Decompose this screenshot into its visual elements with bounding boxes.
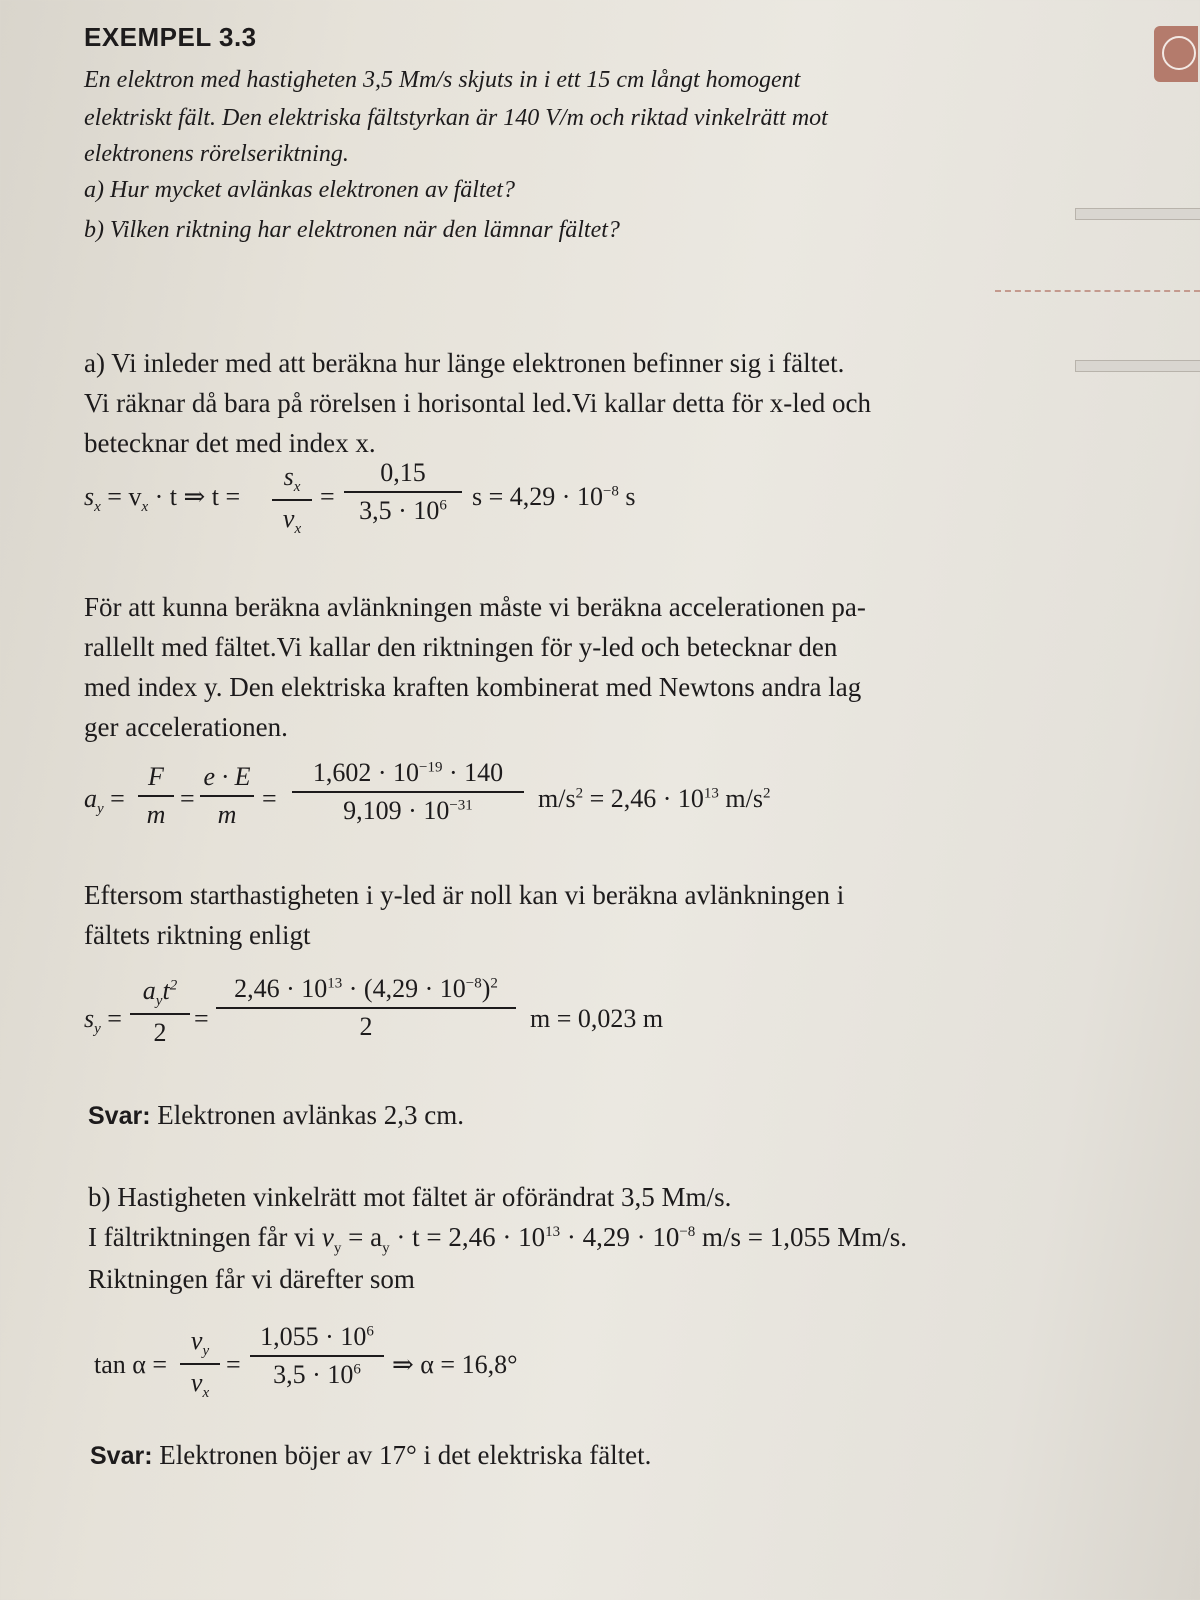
part-a-line-1: a) Vi inleder med att beräkna hur länge elektronen befinner sig i fältet. [84, 348, 845, 378]
equation-deflection-lhs: $s_y$ = [84, 1004, 122, 1038]
question-a: a) Hur mycket avlänkas elektronen av fältet? [84, 177, 515, 203]
part-a-p2-line-3: med index y. Den elektriska kraften kombinerat med Newtons andra lag [84, 672, 862, 702]
problem-line-1: En elektron med hastigheten 3,5 Mm/s skjuts in i ett 15 cm långt homogent [84, 67, 801, 93]
equals-sign: = [320, 482, 335, 511]
answer-b: Svar: Elektronen böjer av 17° i det elektriska fältet. [90, 1440, 652, 1470]
equation-acceleration-lhs: $a_y$ = [84, 784, 125, 818]
part-a-line-2: Vi räknar då bara på rörelsen i horisontal led.Vi kallar detta för x-led och [84, 388, 871, 418]
equation-time: $s_x = v_x \cdot t$ ⇒ t = [84, 482, 241, 516]
angle-result: ⇒ α = 16,8° [392, 1350, 518, 1379]
fraction-numeric-deflection: $2,46 \cdot 10^{13} \cdot (4,29 \cdot 10^{-8})^2$ 2 [216, 974, 516, 1042]
fraction-at2-2: $a_yt^2$ 2 [130, 976, 190, 1048]
time-result: $s = 4,29 \cdot 10^{-8}$ s [472, 482, 636, 511]
fraction-F-m: F m [138, 762, 174, 830]
deflection-result: m = 0,023 m [530, 1004, 664, 1033]
question-b: b) Vilken riktning har elektronen när den lämnar fältet? [84, 217, 620, 243]
equals-sign-3: = [262, 784, 277, 813]
equals-sign-2: = [180, 784, 195, 813]
part-b-line-2: I fältriktningen får vi $v_y = a_y \cdot t = 2,46 \cdot 10^{13} \cdot 4,29 \cdot 10^{-8}$ m/s = 1,055 Mm/s. [88, 1222, 908, 1257]
problem-line-2: elektriskt fält. Den elektriska fältstyrkan är 140 V/m och riktad vinkelrätt mot [84, 105, 828, 131]
part-a-p3-line-1: Eftersom starthastigheten i y-led är noll kan vi beräkna avlänkningen i [84, 880, 845, 910]
part-a-p2-line-1: För att kunna beräkna avlänkningen måste vi beräkna accelerationen pa- [84, 592, 866, 622]
answer-a: Svar: Elektronen avlänkas 2,3 cm. [88, 1100, 464, 1130]
globe-icon [1154, 26, 1198, 82]
fraction-sx-vx: $s_x$ $v_x$ [272, 462, 312, 538]
equals-sign-4: = [194, 1004, 209, 1033]
capacitor-plate-top [1075, 208, 1200, 220]
equals-sign-5: = [226, 1350, 241, 1379]
fraction-numeric-acceleration: $1,602 \cdot 10^{-19} \cdot 140$ $9,109 \cdot 10^{-31}$ [292, 758, 524, 826]
part-a-p3-line-2: fältets riktning enligt [84, 920, 311, 950]
field-line-dashed [995, 290, 1200, 292]
equation-angle-lhs: tan α = [94, 1350, 168, 1379]
capacitor-plate-bottom [1075, 360, 1200, 372]
part-a-p2-line-2: rallellt med fältet.Vi kallar den riktningen för y-led och betecknar den [84, 632, 838, 662]
fraction-numeric-angle: $1,055 \cdot 10^6$ $3,5 \cdot 10^6$ [250, 1322, 384, 1390]
fraction-numeric-time: 0,15 $3,5 \cdot 10^6$ [344, 458, 462, 526]
acceleration-result: $m/s^2 = 2,46 \cdot 10^{13}$ $m/s^2$ [538, 784, 771, 813]
part-a-p2-line-4: ger accelerationen. [84, 712, 288, 742]
example-heading: EXEMPEL 3.3 [84, 22, 257, 52]
fraction-eE-m: e · E m [200, 762, 254, 830]
problem-line-3: elektronens rörelseriktning. [84, 141, 349, 167]
part-b-line-1: b) Hastigheten vinkelrätt mot fältet är oförändrat 3,5 Mm/s. [88, 1182, 732, 1212]
fraction-vy-vx: $v_y$ $v_x$ [180, 1326, 220, 1402]
part-a-line-3: betecknar det med index x. [84, 428, 376, 458]
part-b-line-3: Riktningen får vi därefter som [88, 1264, 415, 1294]
